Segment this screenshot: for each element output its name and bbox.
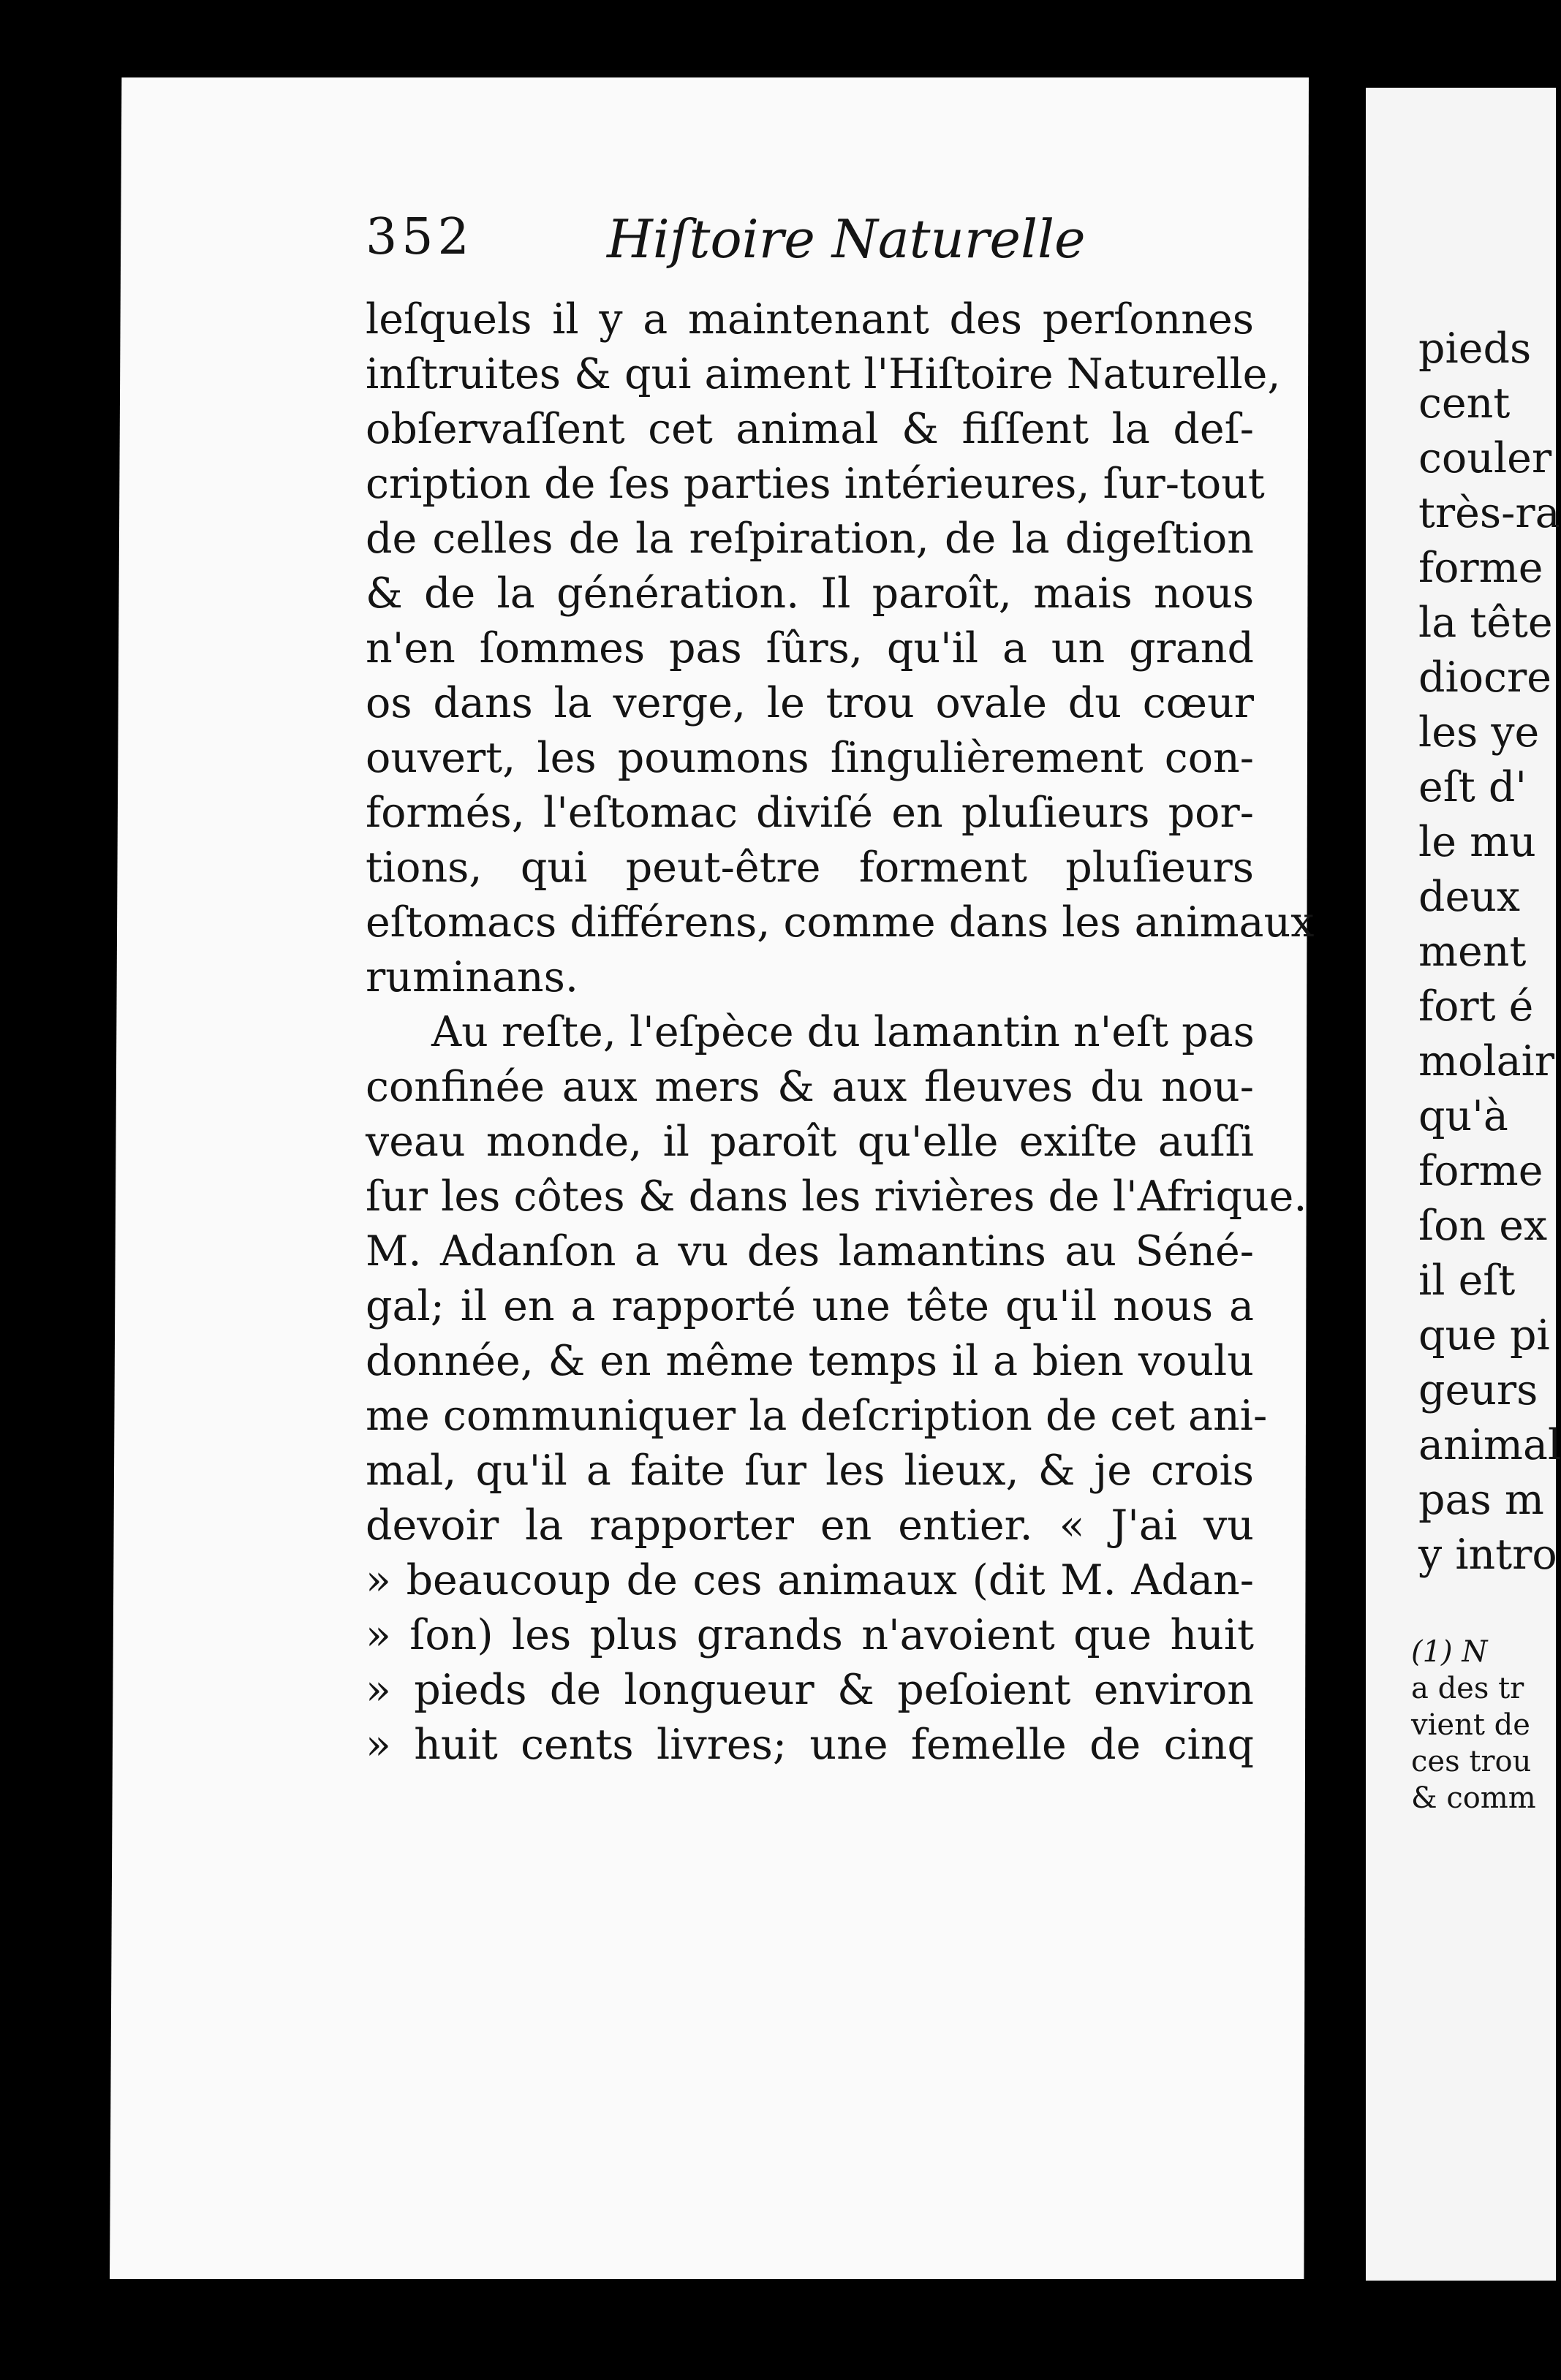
text-line: ruminans.	[366, 953, 579, 1001]
text-line: Au reſte, l'eſpèce du lamantin n'eſt pas	[431, 1008, 1255, 1056]
right-text-line: les ye	[1418, 708, 1540, 757]
text-line: gal; il en a rapporté une tête qu'il nous a	[366, 1282, 1254, 1330]
text-line: ſur les côtes & dans les rivières de l'Afrique.	[366, 1172, 1307, 1221]
text-line: obſervaſſent cet animal & fiſſent la deſ-	[366, 405, 1254, 453]
right-page-text	[1418, 322, 1561, 1583]
text-line: me communiquer la deſcription de cet ani-	[366, 1392, 1268, 1440]
text-line: & de la génération. Il paroît, mais nous	[366, 569, 1254, 618]
text-line: inſtruites & qui aiment l'Hiſtoire Naturelle,	[366, 350, 1281, 398]
right-text-line: ſon ex	[1418, 1202, 1548, 1250]
right-text-line: forme	[1418, 1147, 1543, 1195]
page-number: 352	[366, 208, 474, 266]
footnote-line: & comm	[1411, 1781, 1536, 1815]
footnote-line: (1) N	[1411, 1635, 1488, 1669]
right-text-line: cent	[1418, 379, 1511, 428]
right-text-line: geurs	[1418, 1366, 1538, 1414]
text-line: » ſon) les plus grands n'avoient que huit	[366, 1611, 1254, 1659]
right-text-line: animal	[1418, 1421, 1561, 1469]
right-page-footnotes	[1411, 1634, 1543, 1816]
text-line: M. Adanſon a vu des lamantins au Séné-	[366, 1227, 1254, 1276]
text-line: » huit cents livres; une femelle de cinq	[366, 1721, 1254, 1769]
text-line: confinée aux mers & aux fleuves du nou-	[366, 1063, 1254, 1111]
right-text-line: il eſt	[1418, 1257, 1516, 1305]
right-text-line: la tête	[1418, 599, 1553, 647]
right-text-line: pieds	[1418, 325, 1532, 373]
right-text-line: que pi	[1418, 1311, 1550, 1360]
text-line: os dans la verge, le trou ovale du cœur	[366, 679, 1254, 727]
right-text-line: eſt d'	[1418, 763, 1527, 811]
right-text-line: pas m	[1418, 1476, 1544, 1524]
text-line: cription de ſes parties intérieures, ſur-tout	[366, 460, 1265, 508]
right-text-line: molair	[1418, 1037, 1555, 1085]
right-text-line: qu'à	[1418, 1092, 1508, 1140]
text-line: mal, qu'il a faite ſur les lieux, & je crois	[366, 1447, 1254, 1495]
text-line: n'en ſommes pas ſûrs, qu'il a un grand	[366, 624, 1254, 672]
right-text-line: forme	[1418, 544, 1543, 592]
text-line: » pieds de longueur & peſoient environ	[366, 1666, 1254, 1714]
text-line: devoir la rapporter en entier. « J'ai vu	[366, 1501, 1254, 1550]
right-text-line: le mu	[1418, 818, 1536, 866]
page-header	[256, 208, 1265, 281]
right-text-line: couler	[1418, 434, 1552, 482]
right-text-line: diocre	[1418, 653, 1551, 702]
right-text-line: ment	[1418, 928, 1527, 976]
text-line: eſtomacs différens, comme dans les animaux	[366, 898, 1315, 947]
right-text-line: très-ra	[1418, 489, 1560, 537]
running-title: Hiſtoire Naturelle	[607, 208, 1086, 270]
footnote-line: a des tr	[1411, 1672, 1524, 1705]
footnote-line: vient de	[1411, 1708, 1530, 1742]
text-line: donnée, & en même temps il a bien voulu	[366, 1337, 1254, 1385]
text-line: de celles de la reſpiration, de la digeſtion	[366, 515, 1254, 563]
text-line: tions, qui peut-être forment pluſieurs	[366, 844, 1254, 892]
right-text-line: y intro	[1418, 1531, 1557, 1579]
right-text-line: deux	[1418, 873, 1521, 921]
footnote-line: ces trou	[1411, 1745, 1532, 1778]
text-line: ouvert, les poumons ſingulièrement con-	[366, 734, 1254, 782]
text-line: leſquels il y a maintenant des perſonnes	[366, 295, 1254, 344]
text-line: veau monde, il paroît qu'elle exiſte auſſi	[366, 1118, 1254, 1166]
body-text	[366, 292, 1315, 1773]
text-line: » beaucoup de ces animaux (dit M. Adan-	[366, 1556, 1254, 1604]
right-text-line: fort é	[1418, 982, 1534, 1031]
text-line: formés, l'eſtomac diviſé en pluſieurs por-	[366, 789, 1254, 837]
